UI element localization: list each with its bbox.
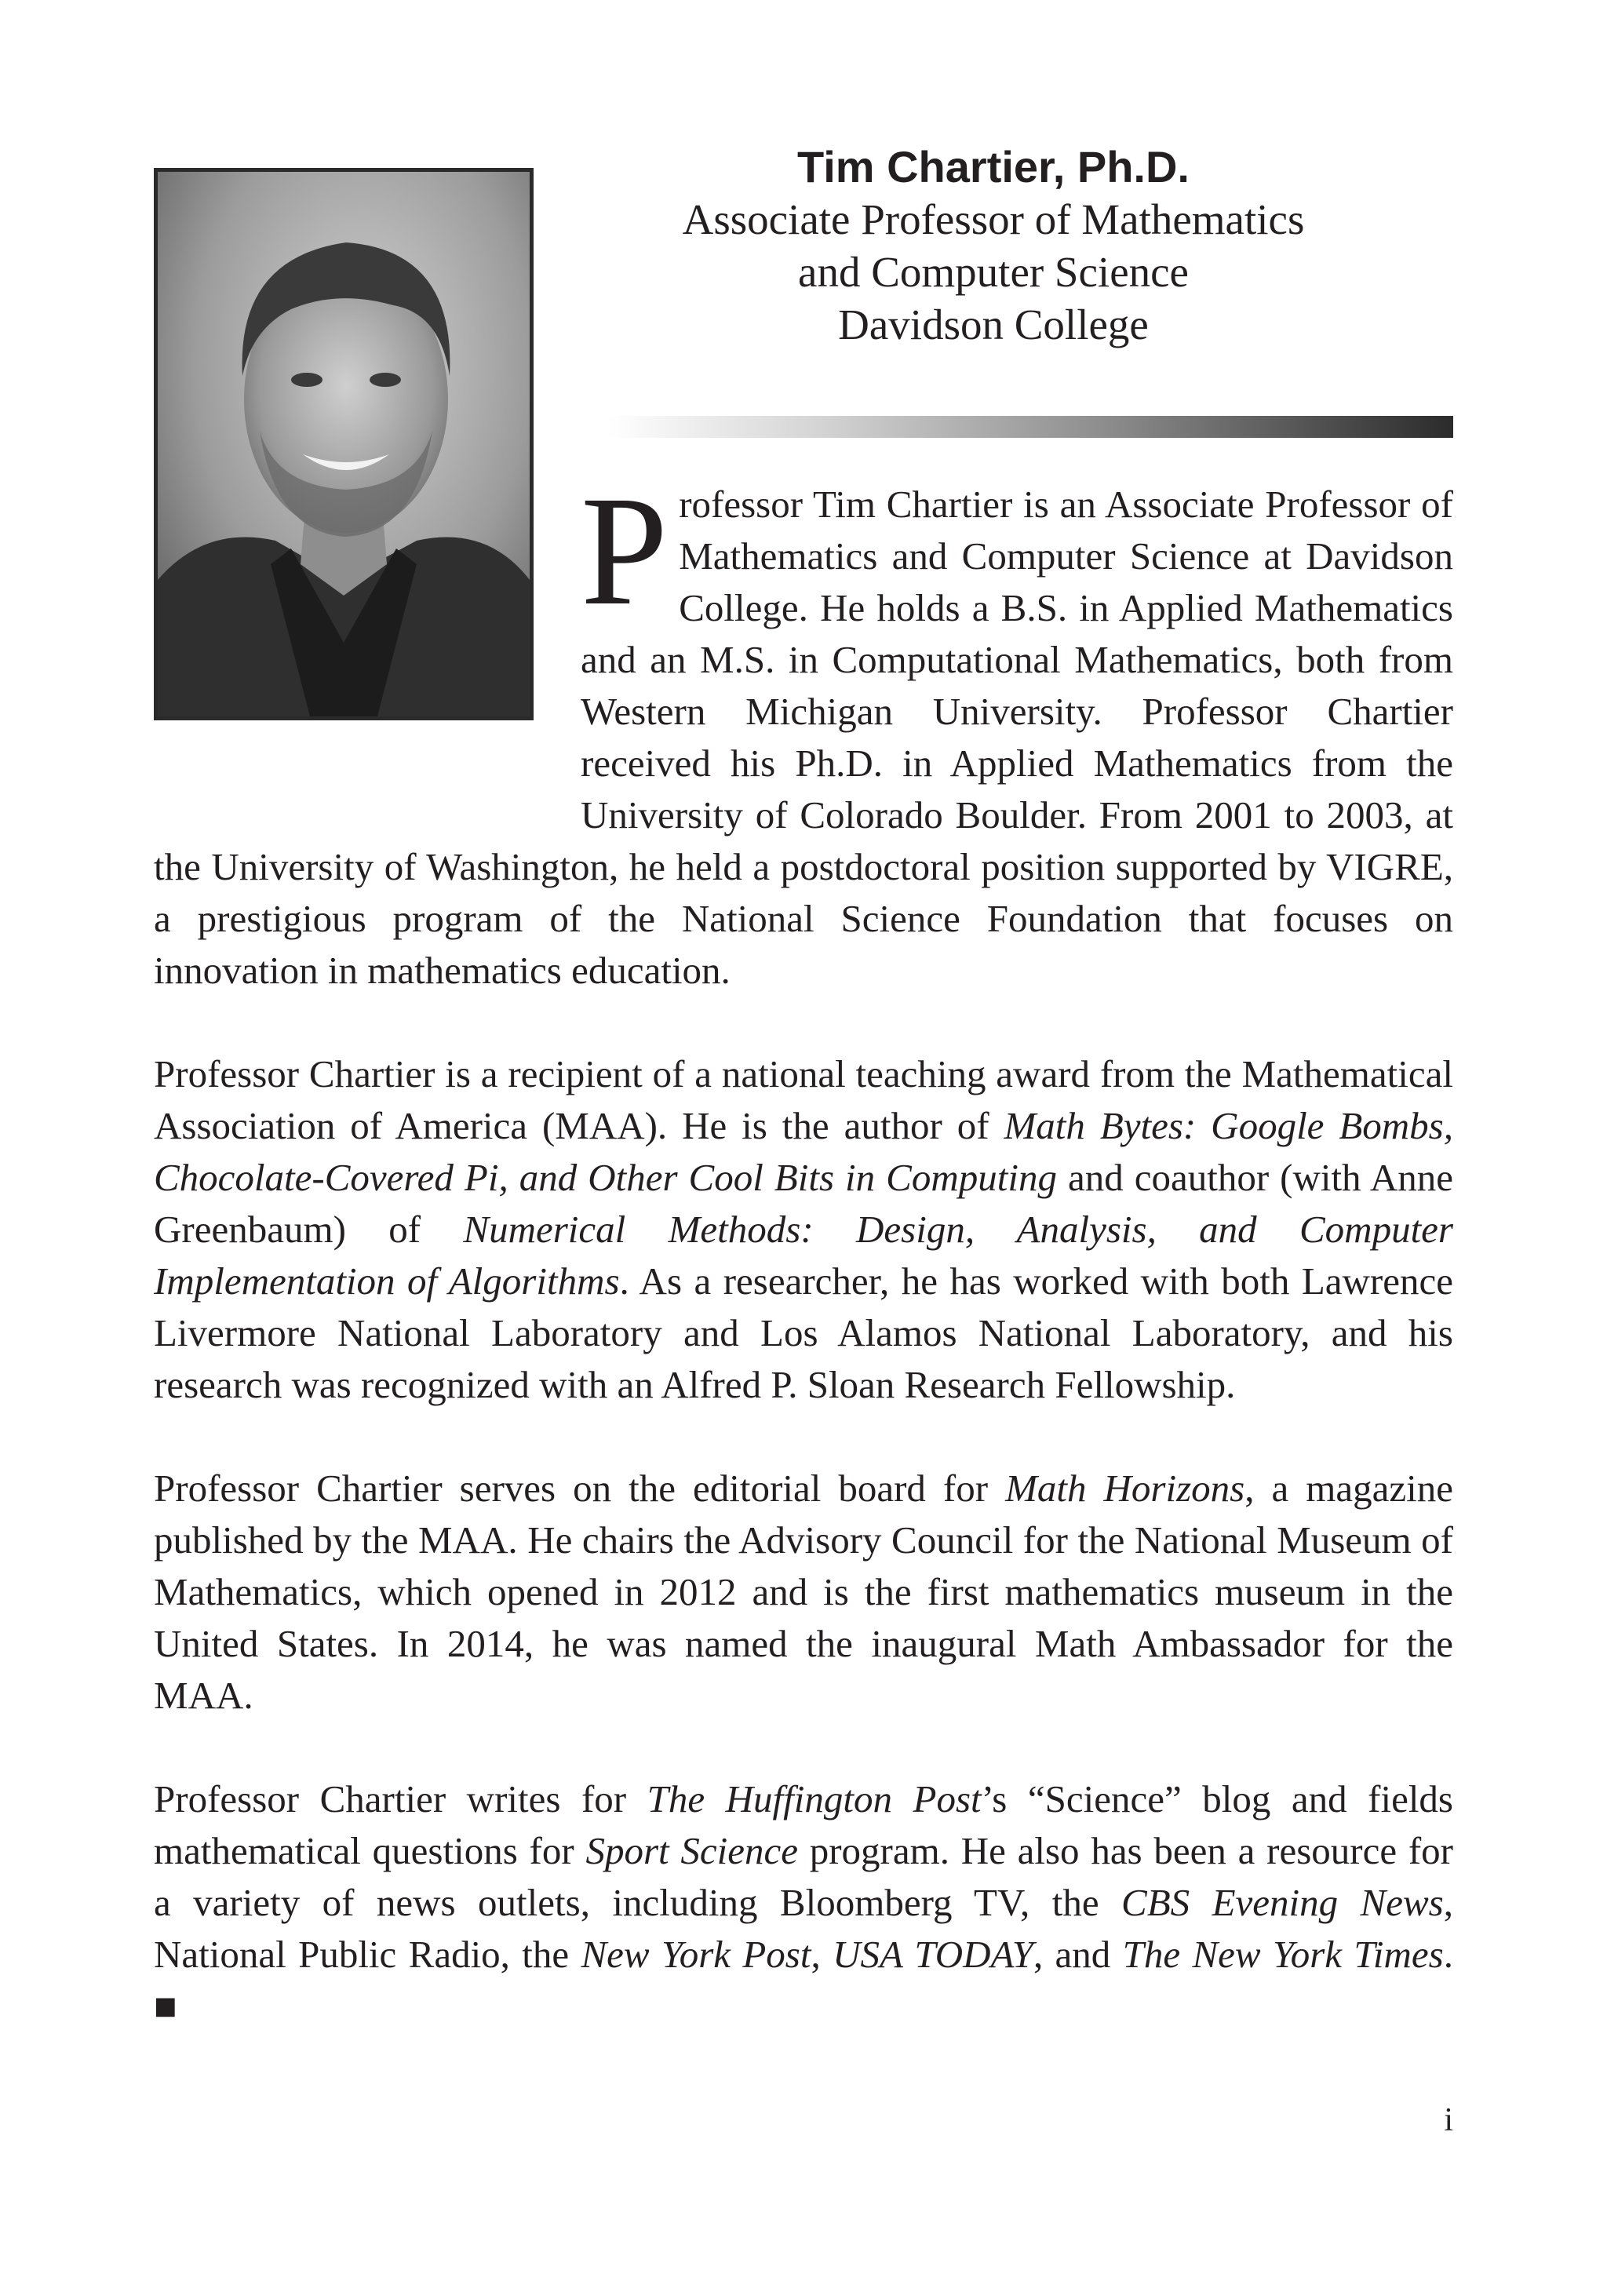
page bbox=[154, 0, 1453, 2296]
author-biography bbox=[154, 465, 1454, 2084]
bio-text: Professor Chartier is a recipient of a national teaching award from the Mathematical Association of America (MAA). He is the author of bbox=[154, 1052, 1453, 1147]
bio-text: ’s “Science” blog and fields mathematical questions for bbox=[154, 1777, 1454, 1872]
bio-text: and coauthor (with Anne Greenbaum) of bbox=[154, 1156, 1453, 1251]
bio-text: Professor Chartier writes for bbox=[154, 1777, 647, 1820]
bio-paragraph-4 bbox=[154, 1773, 1453, 2032]
book-title-math-bytes: Math Bytes: Google Bombs, Chocolate-Covered Pi, and Other Cool Bits in Computing bbox=[154, 1104, 1453, 1199]
outlet-title: Sport Science bbox=[585, 1829, 798, 1872]
bio-text: , a magazine published by the MAA. He chairs the Advisory Council for the National Museum of Mathematics, which opened in 2012 and is the first mathematics museum in the United States. In 2014, he was named the inaugural Math Ambassador for the MAA. bbox=[154, 1467, 1453, 1717]
bio-text: program. He also has been a resource for a variety of news outlets, including Bloomberg TV, the bbox=[154, 1829, 1453, 1924]
portrait-wrap-spacer bbox=[154, 479, 581, 793]
magazine-title: Math Horizons bbox=[1005, 1467, 1245, 1510]
bio-text: , and bbox=[1033, 1933, 1123, 1976]
bio-text: , bbox=[811, 1933, 833, 1976]
author-header bbox=[534, 141, 1453, 351]
bio-text-end-mark: . ■ bbox=[154, 1933, 1453, 2028]
gradient-divider bbox=[608, 416, 1453, 438]
outlet-title: New York Post bbox=[581, 1933, 811, 1976]
outlet-title: The Huffington Post bbox=[647, 1777, 982, 1820]
drop-cap: P bbox=[581, 465, 669, 638]
outlet-title: CBS Evening News bbox=[1121, 1881, 1444, 1924]
bio-text: Professor Chartier serves on the editorial board for bbox=[154, 1467, 1006, 1510]
page-number: i bbox=[1444, 2102, 1453, 2138]
author-name: Tim Chartier, Ph.D. bbox=[797, 142, 1190, 191]
outlet-title: The New York Times bbox=[1122, 1933, 1444, 1976]
bio-paragraph-2 bbox=[154, 1048, 1453, 1411]
bio-text: , National Public Radio, the bbox=[154, 1881, 1453, 1976]
book-title-numerical-methods: Numerical Methods: Design, Analysis, and Computer Implementation of Algorithms bbox=[154, 1208, 1454, 1303]
author-institution: Davidson College bbox=[838, 301, 1149, 348]
outlet-title: USA TODAY bbox=[833, 1933, 1033, 1976]
bio-paragraph-1-text: rofessor Tim Chartier is an Associate Professor of Mathematics and Computer Science at Davidson College. He holds a B.S. in Applied Mathematics and an M.S. in Computational Mathematics, both from Western Michigan University. Professor Chartier received his Ph.D. in Applied Mathematics from the University of Colorado Boulder. From 2001 to 2003, at the University of Washington, he held a postdoctoral position supported by VIGRE, a prestigious program of the National Science Foundation that focuses on innovation in mathematics education. bbox=[154, 483, 1453, 992]
bio-text: . As a researcher, he has worked with both Lawrence Livermore National Laboratory and Los Alamos National Laboratory, and his research was recognized with an Alfred P. Sloan Research Fellowship. bbox=[154, 1259, 1453, 1406]
author-title-line-1: Associate Professor of Mathematics bbox=[682, 195, 1305, 243]
bio-paragraph-3 bbox=[154, 1463, 1453, 1722]
author-title-line-2: and Computer Science bbox=[798, 248, 1189, 296]
